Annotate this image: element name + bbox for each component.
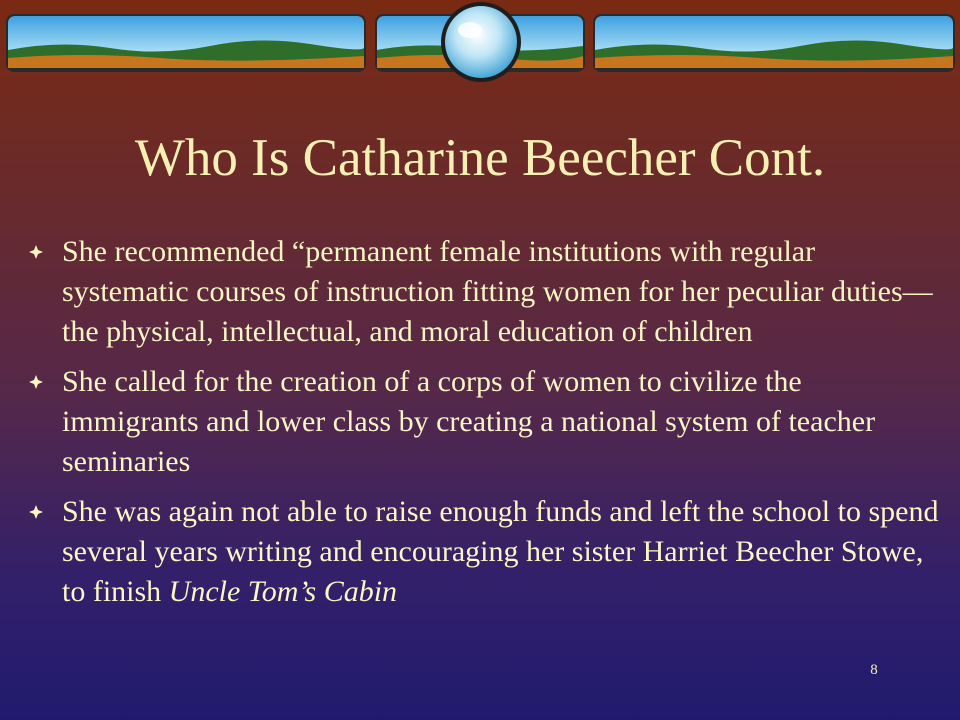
bullet-text: She was again not able to raise enough funds and left the school to spend several years writing and encouraging her sister Harriet Beecher Stowe, to finish: [62, 495, 939, 608]
diamond-bullet-icon: [28, 504, 44, 520]
landscape-panel-left: [6, 14, 366, 72]
page-number: 8: [870, 662, 878, 678]
book-title: Uncle Tom’s Cabin: [168, 575, 398, 608]
globe-icon: [441, 2, 521, 82]
bullet-list: [28, 232, 940, 622]
bullet-item: [28, 232, 940, 352]
slide-title: Who Is Catharine Beecher Cont.: [134, 129, 826, 187]
bullet-text: She recommended “permanent female institutions with regular systematic courses of instruction fitting women for her peculiar duties—the physical, intellectual, and moral education of children: [62, 235, 933, 348]
landscape-panel-right: [593, 14, 955, 72]
bullet-item: [28, 362, 940, 482]
bullet-item: [28, 492, 940, 612]
diamond-bullet-icon: [28, 374, 44, 390]
bullet-text: She called for the creation of a corps of women to civilize the immigrants and lower class by creating a national system of teacher seminaries: [62, 365, 876, 478]
diamond-bullet-icon: [28, 244, 44, 260]
header-banner: [0, 0, 960, 100]
